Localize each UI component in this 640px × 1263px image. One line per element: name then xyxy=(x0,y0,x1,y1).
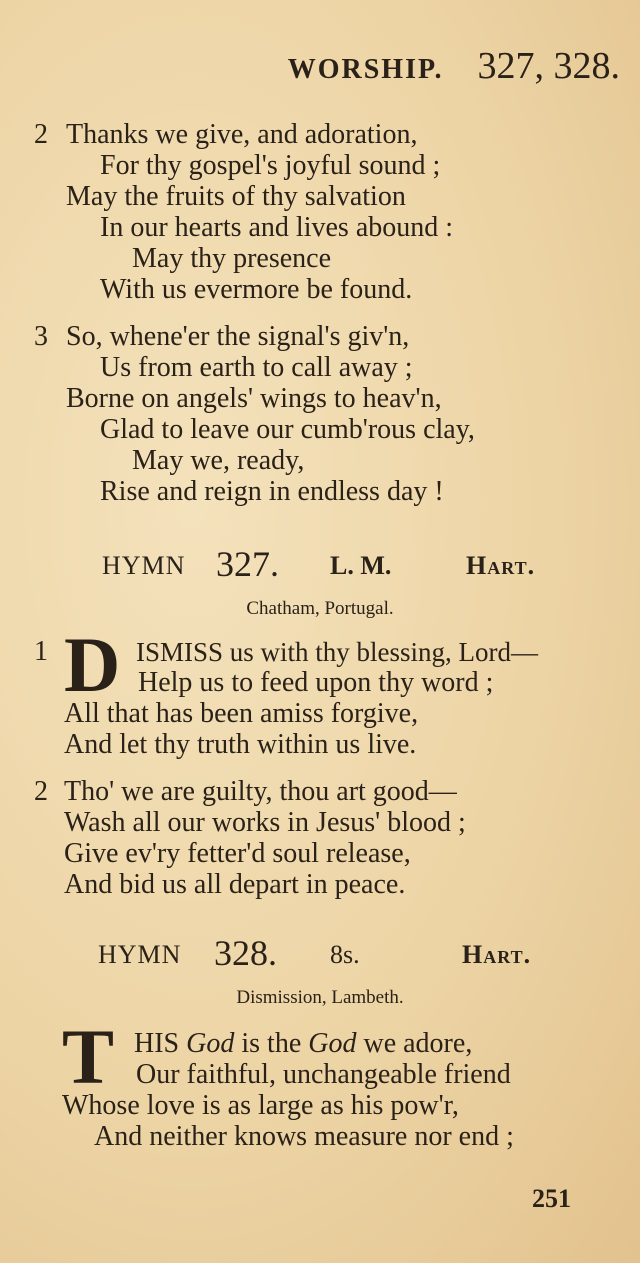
verse-line: Borne on angels' wings to heav'n, xyxy=(66,383,442,414)
tune-names: Chatham, Portugal. xyxy=(246,598,394,619)
text-run: HIS xyxy=(134,1028,187,1059)
verse-line: Our faithful, unchangeable friend xyxy=(136,1059,511,1090)
verse-line: Whose love is as large as his pow'r, xyxy=(62,1090,459,1121)
hymn-number: 328. xyxy=(214,933,277,973)
verse-line: So, whene'er the signal's giv'n, xyxy=(66,321,410,352)
verse-line: Rise and reign in endless day ! xyxy=(100,476,444,507)
verse-line: And let thy truth within us live. xyxy=(64,729,417,760)
verse-line: For thy gospel's joyful sound ; xyxy=(100,150,441,181)
section-title: WORSHIP. xyxy=(287,54,444,85)
tune-names: Dismission, Lambeth. xyxy=(236,987,404,1008)
text-run: is the xyxy=(234,1028,309,1059)
verse-line: Give ev'ry fetter'd soul release, xyxy=(64,838,411,869)
verse-line: And neither knows measure nor end ; xyxy=(94,1121,514,1152)
hymn-meter: 8s. xyxy=(330,940,360,969)
verse-line: Tho' we are guilty, thou art good— xyxy=(64,776,457,807)
hymn-meter: L. M. xyxy=(330,551,392,580)
verse-line: And bid us all depart in peace. xyxy=(64,869,406,900)
hymn-numbers: 327, 328. xyxy=(477,45,620,87)
verse-line: May thy presence xyxy=(132,243,332,274)
verse-line: May the fruits of thy salvation xyxy=(66,181,406,212)
verse-line: Help us to feed upon thy word ; xyxy=(138,667,494,698)
verse-line: In our hearts and lives abound : xyxy=(100,212,454,243)
stanza-number: 2 xyxy=(34,119,48,150)
page-number: 251 xyxy=(532,1184,571,1213)
emphasis-god: God xyxy=(308,1028,357,1059)
hymn-label: HYMN xyxy=(98,940,182,969)
verse-line: With us evermore be found. xyxy=(100,274,413,305)
verse-line: ISMISS us with thy blessing, Lord— xyxy=(136,637,539,667)
text-run: we adore, xyxy=(356,1028,473,1059)
verse-line-first xyxy=(134,1028,472,1060)
hymn-author: Hart. xyxy=(466,551,536,580)
verse-line: Us from earth to call away ; xyxy=(100,352,413,383)
running-header xyxy=(0,44,620,88)
stanza-number: 3 xyxy=(34,321,48,352)
hymn-author: Hart. xyxy=(462,940,532,969)
drop-cap: T xyxy=(62,1013,115,1100)
verse-line: Glad to leave our cumb'rous clay, xyxy=(100,414,475,445)
stanza-number: 2 xyxy=(34,776,48,807)
emphasis-god: God xyxy=(186,1028,235,1059)
hymn-label: HYMN xyxy=(102,551,186,580)
verse-line: May we, ready, xyxy=(132,445,305,476)
verse-line: All that has been amiss forgive, xyxy=(64,698,419,729)
stanza-number: 1 xyxy=(34,636,48,667)
verse-line: Thanks we give, and adoration, xyxy=(66,119,418,150)
drop-cap: D xyxy=(64,621,121,708)
verse-line: Wash all our works in Jesus' blood ; xyxy=(64,807,466,838)
hymn-number: 327. xyxy=(216,544,279,584)
